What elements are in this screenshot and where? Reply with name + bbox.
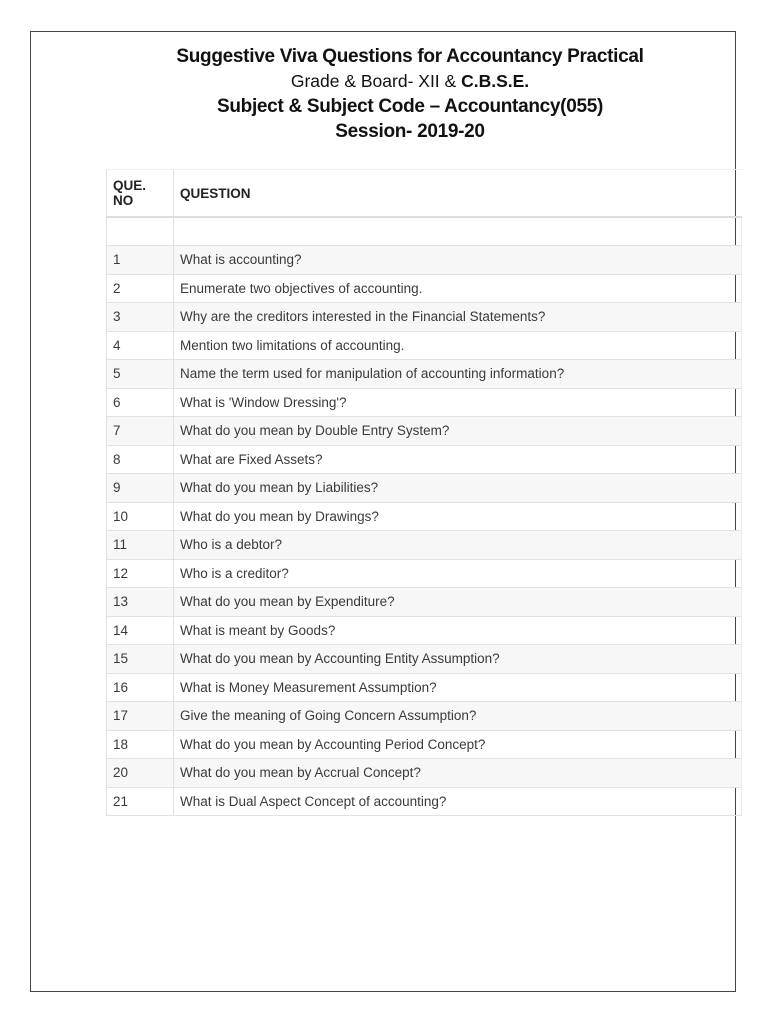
table-row bbox=[107, 388, 742, 417]
question-number: 18 bbox=[107, 730, 174, 759]
question-number: 10 bbox=[107, 502, 174, 531]
session-line: Session- 2019-20 bbox=[335, 121, 485, 142]
table-row bbox=[107, 787, 742, 816]
question-text bbox=[174, 217, 742, 246]
table-row bbox=[107, 559, 742, 588]
grade-board-line bbox=[0, 69, 768, 94]
questions-table bbox=[106, 169, 742, 816]
question-number: 6 bbox=[107, 388, 174, 417]
table-row bbox=[107, 531, 742, 560]
table-row bbox=[107, 616, 742, 645]
question-text: What is meant by Goods? bbox=[174, 616, 742, 645]
table-row bbox=[107, 217, 742, 246]
question-number: 13 bbox=[107, 588, 174, 617]
table-body bbox=[107, 217, 742, 816]
table-row bbox=[107, 645, 742, 674]
question-text: Mention two limitations of accounting. bbox=[174, 331, 742, 360]
table-row bbox=[107, 360, 742, 389]
column-header-question: QUESTION bbox=[174, 170, 742, 218]
question-text: Who is a debtor? bbox=[174, 531, 742, 560]
question-number: 8 bbox=[107, 445, 174, 474]
table-row bbox=[107, 474, 742, 503]
question-number bbox=[107, 217, 174, 246]
question-number: 1 bbox=[107, 246, 174, 275]
question-text: What is Dual Aspect Concept of accounting? bbox=[174, 787, 742, 816]
question-text: What is Money Measurement Assumption? bbox=[174, 673, 742, 702]
column-header-que-no: QUE. NO bbox=[107, 170, 174, 218]
question-number: 11 bbox=[107, 531, 174, 560]
question-text: What do you mean by Accounting Period Concept? bbox=[174, 730, 742, 759]
question-number: 7 bbox=[107, 417, 174, 446]
question-text: What do you mean by Drawings? bbox=[174, 502, 742, 531]
question-number: 20 bbox=[107, 759, 174, 788]
table-row bbox=[107, 759, 742, 788]
question-text: What is accounting? bbox=[174, 246, 742, 275]
table-row bbox=[107, 502, 742, 531]
question-number: 4 bbox=[107, 331, 174, 360]
question-number: 2 bbox=[107, 274, 174, 303]
question-text: Who is a creditor? bbox=[174, 559, 742, 588]
question-text: Enumerate two objectives of accounting. bbox=[174, 274, 742, 303]
question-number: 12 bbox=[107, 559, 174, 588]
table-row bbox=[107, 445, 742, 474]
table-row bbox=[107, 588, 742, 617]
question-text: What do you mean by Liabilities? bbox=[174, 474, 742, 503]
question-text: Why are the creditors interested in the Financial Statements? bbox=[174, 303, 742, 332]
question-number: 15 bbox=[107, 645, 174, 674]
table-row bbox=[107, 303, 742, 332]
table-header-row bbox=[107, 170, 742, 218]
grade-board-label: Grade & Board- XII & bbox=[290, 71, 462, 91]
table-row bbox=[107, 331, 742, 360]
question-number: 21 bbox=[107, 787, 174, 816]
question-text: What do you mean by Double Entry System? bbox=[174, 417, 742, 446]
table-row bbox=[107, 673, 742, 702]
table-row bbox=[107, 730, 742, 759]
question-text: What is 'Window Dressing'? bbox=[174, 388, 742, 417]
question-text: What do you mean by Expenditure? bbox=[174, 588, 742, 617]
question-text: What do you mean by Accrual Concept? bbox=[174, 759, 742, 788]
question-text: What do you mean by Accounting Entity Assumption? bbox=[174, 645, 742, 674]
question-number: 16 bbox=[107, 673, 174, 702]
question-text: Name the term used for manipulation of accounting information? bbox=[174, 360, 742, 389]
question-number: 5 bbox=[107, 360, 174, 389]
table-row bbox=[107, 246, 742, 275]
subject-code-line: Subject & Subject Code – Accountancy(055) bbox=[216, 96, 604, 117]
board-name: C.B.S.E. bbox=[461, 71, 530, 91]
question-text: What are Fixed Assets? bbox=[174, 445, 742, 474]
question-number: 17 bbox=[107, 702, 174, 731]
table-row bbox=[107, 702, 742, 731]
question-number: 14 bbox=[107, 616, 174, 645]
question-text: Give the meaning of Going Concern Assumption? bbox=[174, 702, 742, 731]
table-row bbox=[107, 417, 742, 446]
question-number: 9 bbox=[107, 474, 174, 503]
document-header bbox=[0, 44, 768, 144]
table-row bbox=[107, 274, 742, 303]
question-number: 3 bbox=[107, 303, 174, 332]
document-title: Suggestive Viva Questions for Accountancy Practical bbox=[176, 46, 644, 67]
